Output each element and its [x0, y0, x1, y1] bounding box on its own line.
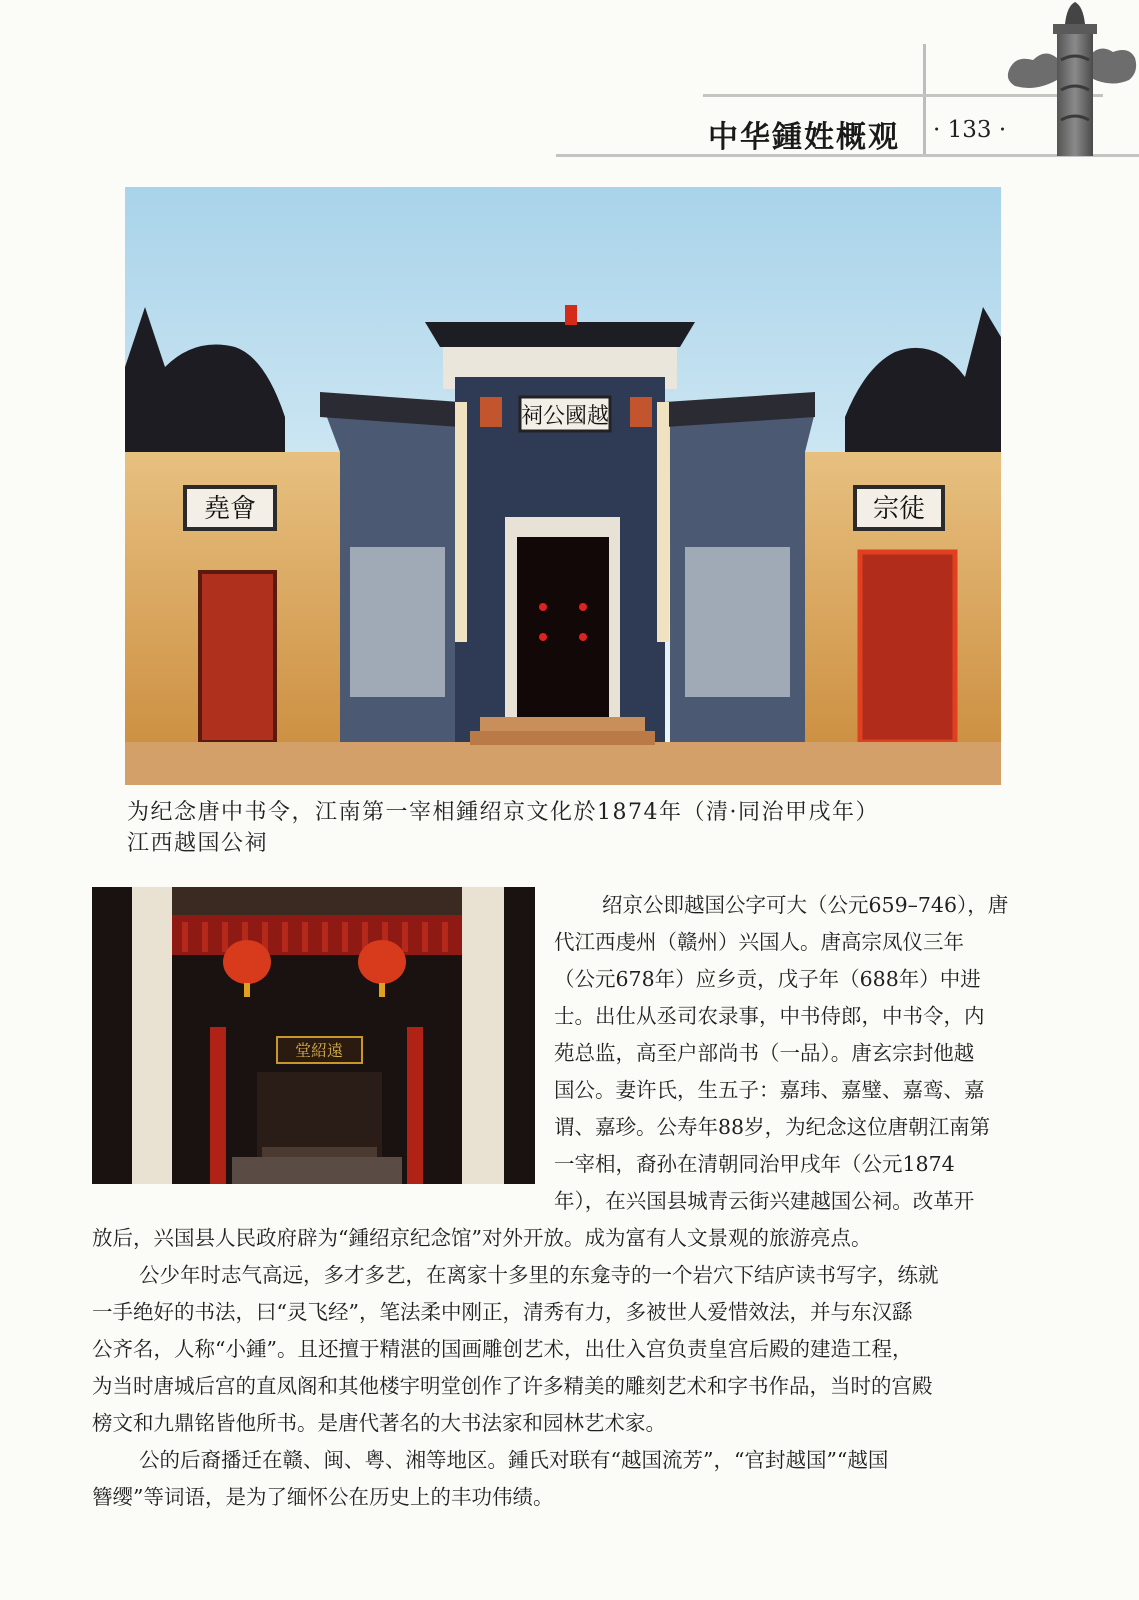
body-text-line: 苑总监，高至户部尚书（一品）。唐玄宗封他越	[554, 1041, 975, 1065]
figure-caption-line2: 江西越国公祠	[127, 831, 269, 856]
body-text-line: 国公。妻许氏，生五子：嘉玮、嘉璧、嘉鸾、嘉	[554, 1078, 985, 1102]
body-text-line: 代江西虔州（赣州）兴国人。唐高宗凤仪三年	[554, 930, 964, 954]
header-divider-vertical	[923, 44, 926, 156]
body-text-line: 谓、嘉珍。公寿年88岁，为纪念这位唐朝江南第	[554, 1115, 991, 1139]
memorial-hall-interior-illustration	[92, 887, 535, 1184]
interior-plaque-text: 堂紹遠	[294, 1041, 344, 1060]
body-text-line: 榜文和九鼎铭皆他所书。是唐代著名的大书法家和园林艺术家。	[92, 1411, 666, 1435]
body-text-line: 公齐名，人称“小鍾”。且还擅于精湛的国画雕创艺术，出仕入宫负责皇宫后殿的建造工程，	[92, 1337, 913, 1361]
right-plaque-text: 宗徒	[872, 494, 926, 524]
ancestral-hall-photo	[125, 187, 1001, 785]
body-text-line: 年），在兴国县城青云街兴建越国公祠。改革开	[554, 1189, 975, 1213]
body-text-line: 公的后裔播迁在赣、闽、粤、湘等地区。鍾氏对联有“越国流芳”，“官封越国”“越国	[139, 1448, 889, 1472]
running-header-title: 中华鍾姓概观	[708, 120, 900, 155]
huabiao-pillar-ornament	[1005, 0, 1139, 156]
body-text-line: 士。出仕从丞司农录事，中书侍郎，中书令，内	[554, 1004, 985, 1028]
page-number: · 133 ·	[933, 117, 1007, 143]
left-plaque-text: 堯會	[203, 494, 257, 524]
figure-caption-line1: 为纪念唐中书令，江南第一宰相鍾绍京文化於1874年（清·同治甲戌年）	[127, 800, 879, 825]
body-text-line: （公元678年）应乡贡，戊子年（688年）中进	[554, 967, 981, 991]
body-text-line: 公少年时志气高远，多才多艺，在离家十多里的东龛寺的一个岩穴下结庐读书写字，练就	[139, 1263, 939, 1287]
body-text-line: 为当时唐城后宫的直凤阁和其他楼宇明堂创作了许多精美的雕刻艺术和字书作品，当时的宫殿	[92, 1374, 933, 1398]
memorial-hall-interior-photo	[92, 887, 535, 1184]
body-text-line: 一宰相，裔孙在清朝同治甲戌年（公元1874	[554, 1152, 955, 1176]
ancestral-hall-illustration	[125, 187, 1001, 785]
body-text-line: 一手绝好的书法，曰“灵飞经”，笔法柔中刚正，清秀有力，多被世人爱惜效法，并与东汉繇	[92, 1300, 913, 1324]
body-text-line: 放后，兴国县人民政府辟为“鍾绍京纪念馆”对外开放。成为富有人文景观的旅游亮点。	[92, 1226, 872, 1250]
center-plaque-text: 祠公國越	[520, 404, 610, 429]
body-text-line: 绍京公即越国公字可大（公元659–746），唐	[602, 893, 1009, 917]
body-text-line: 簪缨”等词语，是为了缅怀公在历史上的丰功伟绩。	[92, 1485, 554, 1509]
